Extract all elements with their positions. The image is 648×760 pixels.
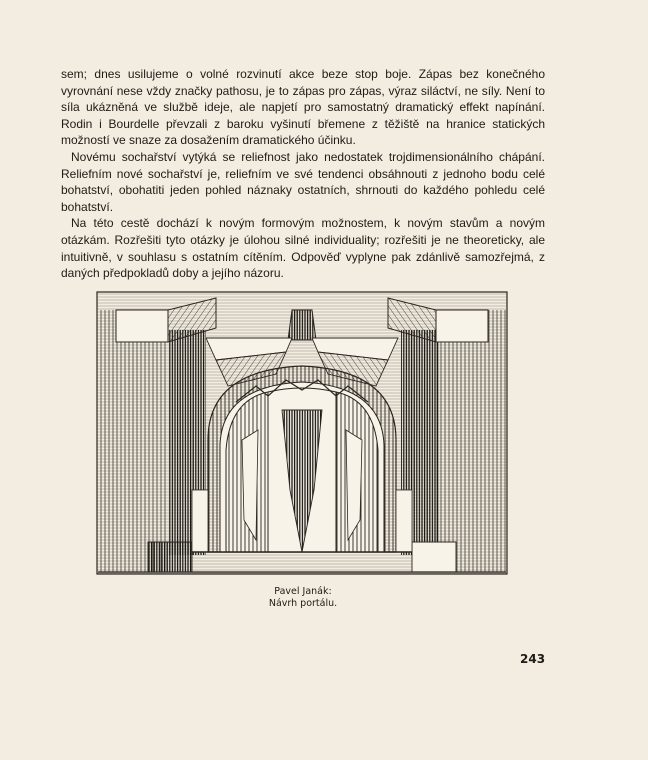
paragraph-1: sem; dnes usilujeme o volné rozvinutí akce beze stop boje. Zápas bez konečného vyrovnání nese vždy značky pathosu, je to zápas pro zápas, výraz siláctví, ne síly. Není to síla ukázněná ve službě ideje, ale napjetí pro samostatný dramatický effekt napínání. Rodin i Bourdelle převzali z baroku vyšinutí břemene z těžiště na hranice statických možností ve snaze za dosažením dramatického účinku.	[61, 67, 545, 148]
page-number: 243	[520, 652, 546, 666]
caption-author: Pavel Janák:	[274, 586, 332, 597]
figure-caption	[0, 586, 606, 609]
body-text	[61, 66, 545, 282]
paragraph-2: Novému sochařství vytýká se reliefnost jako nedostatek trojdimensionálního chápání. Reliefním nové sochařství je, reliefním ve své tendenci obsáhnouti z jednoho bodu celé bohatství, obohatiti jeden pohled náznaky ostatních, shrnouti do každého pohledu celé bohatství.	[61, 149, 545, 214]
caption-title: Návrh portálu.	[268, 597, 338, 609]
portal-drawing	[96, 290, 508, 576]
paragraph-3: Na této cestě dochází k novým formovým možnostem, k novým stavům a novým otázkám. Rozřešiti tyto otázky je úlohou silné individuality; rozřešiti je ne theoreticky, ale intuitivně, v souhlasu s ostatním cítěním. Odpověď vyplyne pak zdánlivě samozřejmá, z daných předpokladů doby a jejího názoru.	[61, 216, 545, 281]
portal-illustration	[96, 290, 508, 576]
